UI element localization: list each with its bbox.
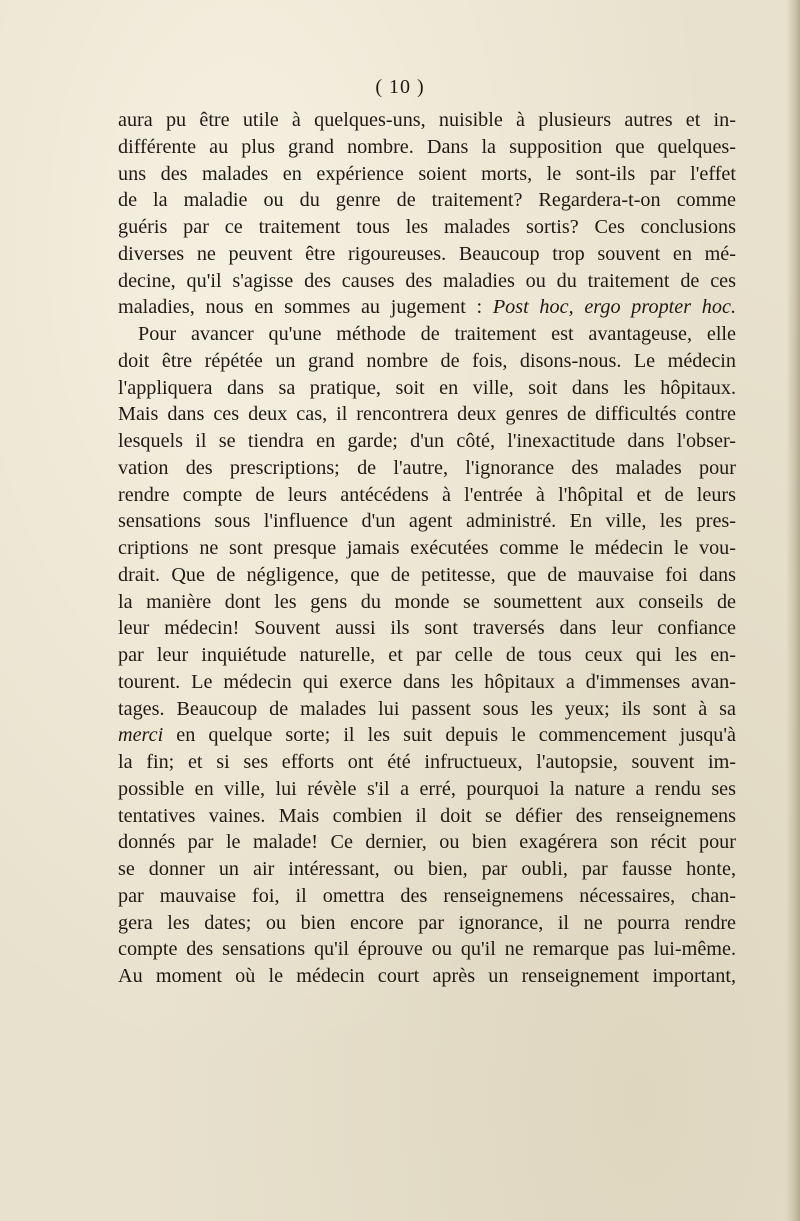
text-line: doit être répétée un grand nombre de fois, disons-nous. Le médecin xyxy=(118,349,736,372)
text-line: possible en ville, lui révèle s'il a erré, pourquoi la nature a rendu ses xyxy=(118,777,736,800)
text-line: donnés par le malade! Ce dernier, ou bien exagérera son récit pour xyxy=(118,831,736,854)
text-line: Mais dans ces deux cas, il rencontrera deux genres de difficultés contre xyxy=(118,403,736,426)
text-line: guéris par ce traitement tous les malades sortis? Ces conclusions xyxy=(118,216,736,238)
text-line: vation des prescriptions; de l'autre, l'ignorance des malades pour xyxy=(118,456,736,479)
body-text xyxy=(118,107,736,990)
text-line: lesquels il se tiendra en garde; d'un côté, l'inexactitude dans l'obser- xyxy=(118,430,736,452)
text-line: drait. Que de négligence, que de petitesse, que de mauvaise foi dans xyxy=(118,563,736,586)
text-line: uns des malades en expérience soient morts, le sont-ils par l'effet xyxy=(118,162,736,185)
text-line: tentatives vaines. Mais combien il doit se défier des renseignemens xyxy=(118,804,736,827)
text-line: gera les dates; ou bien encore par ignorance, il ne pourra rendre xyxy=(118,911,736,934)
text-line: compte des sensations qu'il éprouve ou qu'il ne remarque pas lui-même. xyxy=(118,938,736,961)
text-line: la manière dont les gens du monde se soumettent aux conseils de xyxy=(118,590,736,613)
text-line: leur médecin! Souvent aussi ils sont traversés dans leur confiance xyxy=(118,617,736,640)
text-line: sensations sous l'influence d'un agent administré. En ville, les pres- xyxy=(118,510,736,533)
italic-word: merci xyxy=(118,724,164,747)
text-line: se donner un air intéressant, ou bien, par oubli, par fausse honte, xyxy=(118,858,736,880)
text-line: tourent. Le médecin qui exerce dans les hôpitaux a d'immenses avan- xyxy=(118,670,736,693)
text-segment: en quelque sorte; il les suit depuis le commencement jusqu'à xyxy=(163,724,736,747)
page-number: ( 10 ) xyxy=(375,76,425,98)
text-line: différente au plus grand nombre. Dans la supposition que quelques- xyxy=(118,135,736,158)
text-line: aura pu être utile à quelques-uns, nuisible à plusieurs autres et in- xyxy=(118,109,736,131)
page-edge-shadow xyxy=(786,0,800,1221)
text-line: par leur inquiétude naturelle, et par celle de tous ceux qui les en- xyxy=(118,644,736,666)
text-line-with-italic xyxy=(118,722,736,749)
text-line: rendre compte de leurs antécédens à l'entrée à l'hôpital et de leurs xyxy=(118,483,736,506)
text-line: de la maladie ou du genre de traitement? Regardera-t-on comme xyxy=(118,189,736,212)
text-line: Au moment où le médecin court après un renseignement important, xyxy=(118,965,736,987)
text-line: decine, qu'il s'agisse des causes des maladies ou du traitement de ces xyxy=(118,269,736,292)
text-line: tages. Beaucoup de malades lui passent sous les yeux; ils sont à sa xyxy=(118,697,736,720)
italic-phrase: Post hoc, ergo propter hoc. xyxy=(492,296,736,319)
text-line-with-italic xyxy=(118,294,736,321)
text-line: criptions ne sont presque jamais exécutées comme le médecin le vou- xyxy=(118,537,736,559)
text-line: par mauvaise foi, il omettra des renseignemens nécessaires, chan- xyxy=(118,884,736,907)
text-line: la fin; et si ses efforts ont été infructueux, l'autopsie, souvent im- xyxy=(118,751,736,773)
paragraph-start: Pour avancer qu'une méthode de traitement est avantageuse, elle xyxy=(138,323,736,345)
text-line: diverses ne peuvent être rigoureuses. Beaucoup trop souvent en mé- xyxy=(118,242,736,265)
text-segment: maladies, nous en sommes au jugement : xyxy=(118,296,493,319)
text-line: l'appliquera dans sa pratique, soit en ville, soit dans les hôpitaux. xyxy=(118,376,736,399)
